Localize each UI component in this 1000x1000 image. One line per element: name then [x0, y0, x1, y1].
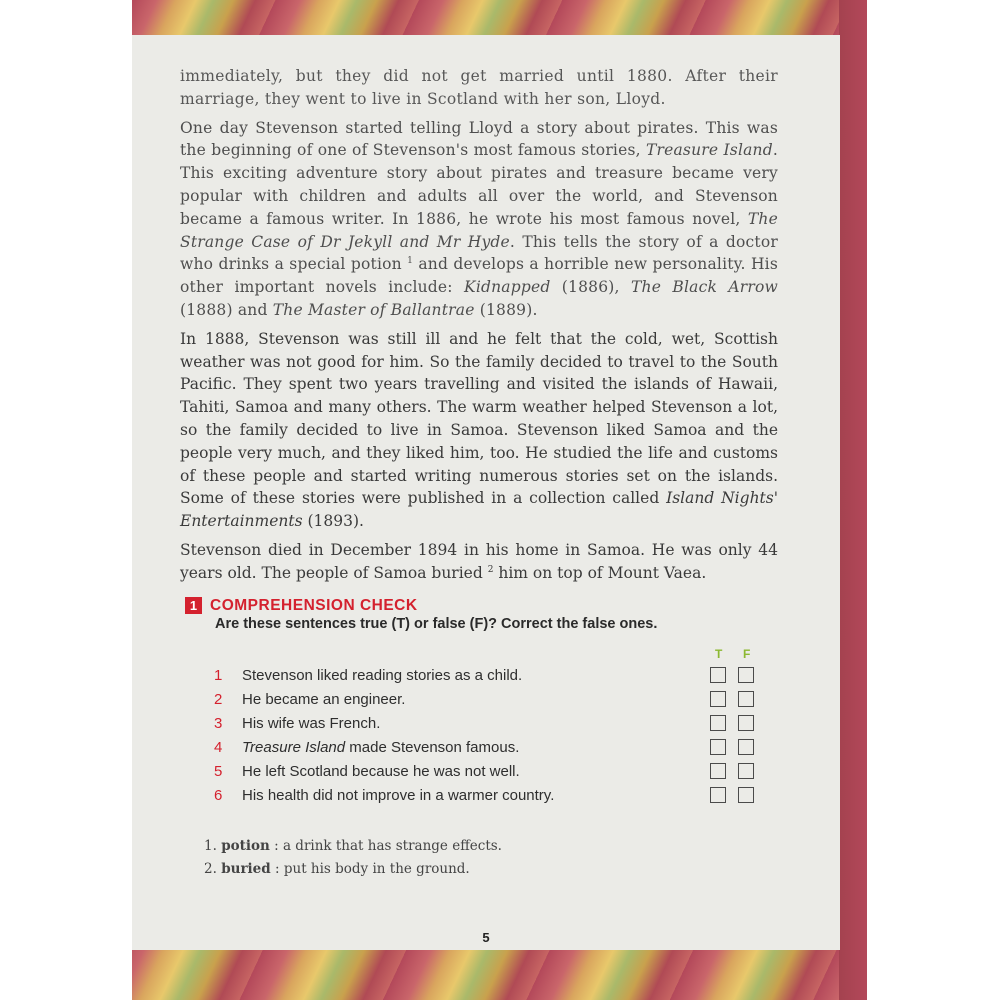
paragraph: [180, 328, 778, 533]
section-header: [185, 595, 785, 615]
question-item: [214, 689, 774, 713]
background-right: [867, 0, 1000, 1000]
text-run: His wife was French.: [242, 715, 381, 732]
text-run: (1893).: [302, 512, 364, 531]
question-text: [242, 739, 519, 756]
text-run: He left Scotland because he was not well.: [242, 763, 520, 780]
text-run: One day Stevenson started telling Lloyd a story about pirates. This was the beginning of one of Stevenson's most famous stories,: [180, 118, 778, 160]
footnote-term: potion: [221, 838, 270, 854]
text-run: (1889).: [474, 300, 538, 319]
question-number: 1: [214, 667, 223, 684]
footnote-definition: : put his body in the ground.: [275, 861, 470, 877]
paragraph: [180, 117, 778, 322]
question-item: [214, 785, 774, 809]
false-checkbox[interactable]: [738, 787, 754, 803]
question-number: 2: [214, 691, 223, 708]
footnote-number: 2.: [204, 861, 217, 877]
footnote-ref: 1: [407, 256, 414, 267]
text-run: and develops a horrible new personality. His other important novels include:: [180, 255, 778, 297]
footnote: [204, 835, 502, 858]
question-list: [214, 665, 774, 809]
text-run: His health did not improve in a warmer country.: [242, 787, 555, 804]
true-column-label: T: [715, 647, 723, 661]
paragraph: [180, 65, 778, 111]
question-item: [214, 713, 774, 737]
question-text: [242, 763, 520, 780]
exercise-number-badge: 1: [185, 597, 202, 614]
page-number: 5: [482, 930, 490, 945]
italic-title: The Strange Case of Dr Jekyll and Mr Hyde: [180, 209, 778, 251]
italic-title: The Master of Ballantrae: [272, 300, 475, 319]
text-run: immediately, but they did not get married until 1880. After their marriage, they went to live in Scotland with her son, Lloyd.: [180, 67, 778, 108]
question-text: [242, 715, 380, 732]
question-item: [214, 761, 774, 785]
footnotes: [204, 835, 502, 881]
italic-title: Treasure Island: [645, 141, 773, 160]
true-checkbox[interactable]: [710, 691, 726, 707]
text-run: . This exciting adventure story about pirates and treasure became very popular with children and adults all over the world, and Stevenson became a famous writer. In 1886, he wrote his most famous novel,: [180, 141, 778, 228]
italic-title: Treasure Island: [242, 739, 346, 756]
true-checkbox[interactable]: [710, 667, 726, 683]
question-text: [242, 787, 554, 804]
text-run: Stevenson died in December 1894 in his home in Samoa. He was only 44 years old. The people of Samoa buried: [180, 540, 778, 582]
exercise-instruction: Are these sentences true (T) or false (F)? Correct the false ones.: [215, 616, 658, 632]
footnote-term: buried: [221, 861, 271, 877]
italic-title: Island Nights' Entertainments: [180, 489, 778, 531]
background-left: [0, 0, 132, 1000]
italic-title: Kidnapped: [464, 278, 551, 297]
text-run: In 1888, Stevenson was still ill and he felt that the cold, wet, Scottish weather was not good for him. So the family decided to travel to the South Pacific. They spent two years travelling and visited the islands of Hawaii, Tahiti, Samoa and many others. The warm weather helped Stevenson a lot, so the family decided to live in Samoa. Stevenson liked Samoa and the people very much, and they liked him, too. He studied the life and customs of these people and started writing numerous stories set on the islands. Some of these stories were published in a collection called: [180, 329, 778, 508]
true-checkbox[interactable]: [710, 739, 726, 755]
body-text: [180, 65, 778, 591]
false-checkbox[interactable]: [738, 763, 754, 779]
text-run: He became an engineer.: [242, 691, 406, 708]
question-item: [214, 665, 774, 689]
paragraph: [180, 539, 778, 585]
true-checkbox[interactable]: [710, 715, 726, 731]
question-number: 3: [214, 715, 223, 732]
text-run: him on top of Mount Vaea.: [493, 563, 707, 582]
false-checkbox[interactable]: [738, 739, 754, 755]
book-edge: [839, 0, 867, 1000]
footnote-definition: : a drink that has strange effects.: [274, 838, 502, 854]
question-text: [242, 691, 405, 708]
false-checkbox[interactable]: [738, 667, 754, 683]
question-number: 4: [214, 739, 223, 756]
footnote-number: 1.: [204, 838, 217, 854]
text-run: (1888) and: [180, 300, 273, 319]
question-number: 6: [214, 787, 223, 804]
book-page: [132, 35, 840, 950]
text-run: . This tells the story of a doctor who drinks a special potion: [180, 232, 778, 274]
false-column-label: F: [743, 647, 751, 661]
text-run: (1886),: [550, 278, 631, 297]
footnote-ref: 2: [487, 564, 494, 575]
false-checkbox[interactable]: [738, 691, 754, 707]
question-number: 5: [214, 763, 223, 780]
text-run: Stevenson liked reading stories as a child.: [242, 667, 523, 684]
true-checkbox[interactable]: [710, 787, 726, 803]
true-checkbox[interactable]: [710, 763, 726, 779]
exercise-title: COMPREHENSION CHECK: [210, 596, 418, 614]
footnote: [204, 858, 502, 881]
question-item: [214, 737, 774, 761]
italic-title: The Black Arrow: [630, 278, 778, 297]
text-run: made Stevenson famous.: [345, 739, 520, 756]
false-checkbox[interactable]: [738, 715, 754, 731]
question-text: [242, 667, 522, 684]
